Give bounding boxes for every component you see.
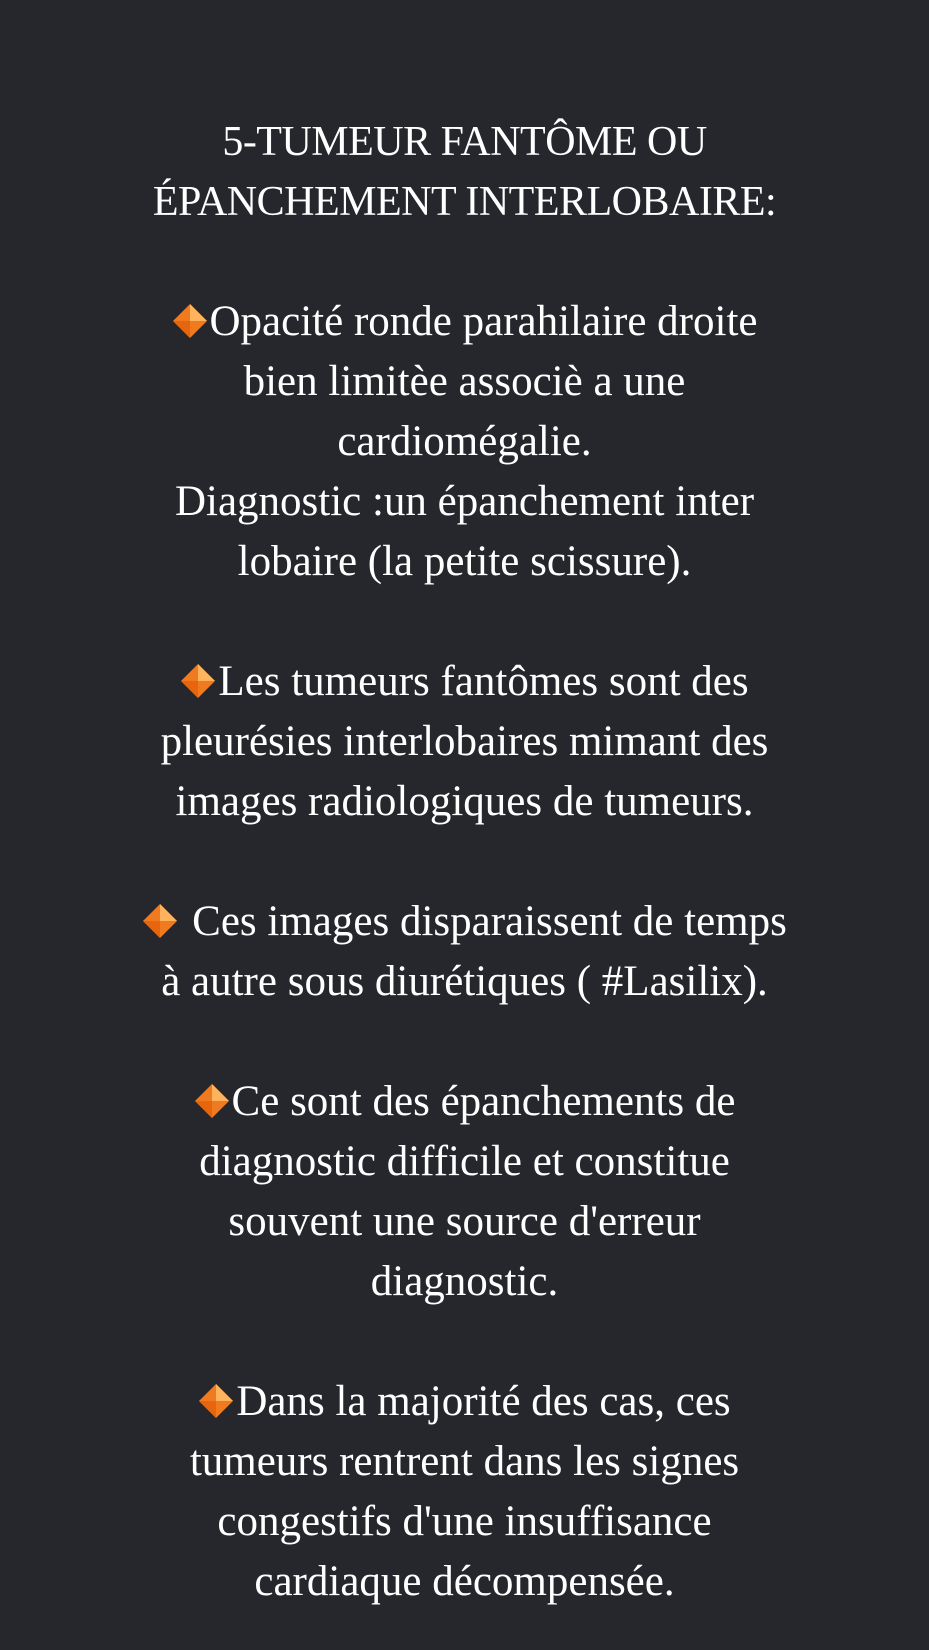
title-line-1: 5-TUMEUR FANTÔME OU bbox=[222, 119, 707, 165]
orange-diamond-icon bbox=[142, 903, 178, 939]
paragraph-4-line-4: diagnostic. bbox=[370, 1258, 559, 1305]
paragraph-5 bbox=[0, 1372, 929, 1612]
paragraph-5-text-1: Dans la majorité des cas, ces bbox=[236, 1378, 731, 1425]
paragraph-2-line-1 bbox=[0, 652, 929, 712]
paragraph-2 bbox=[0, 652, 929, 832]
paragraph-4-line-2: diagnostic difficile et constitue bbox=[199, 1138, 730, 1185]
paragraph-2-line-3: images radiologiques de tumeurs. bbox=[175, 778, 754, 825]
paragraph-5-line-1 bbox=[0, 1372, 929, 1432]
title-line-2: ÉPANCHEMENT INTERLOBAIRE: bbox=[152, 179, 777, 225]
paragraph-1-line-4: Diagnostic :un épanchement inter bbox=[174, 478, 755, 525]
paragraph-5-line-2: tumeurs rentrent dans les signes bbox=[189, 1438, 740, 1485]
paragraph-5-line-3: congestifs d'une insuffisance bbox=[217, 1498, 712, 1545]
page-title bbox=[0, 112, 929, 232]
orange-diamond-icon bbox=[198, 1383, 234, 1419]
paragraph-3-line-2: à autre sous diurétiques ( #Lasilix). bbox=[161, 958, 768, 1005]
paragraph-4-text-1: Ce sont des épanchements de bbox=[231, 1078, 736, 1125]
paragraph-2-text-1: Les tumeurs fantômes sont des bbox=[218, 658, 749, 705]
paragraph-1-line-1 bbox=[0, 292, 929, 352]
paragraph-2-line-2: pleurésies interlobaires mimant des bbox=[160, 718, 769, 765]
paragraph-1-line-5: lobaire (la petite scissure). bbox=[237, 538, 692, 585]
paragraph-5-line-4: cardiaque décompensée. bbox=[254, 1558, 675, 1605]
paragraph-1-text-1: Opacité ronde parahilaire droite bbox=[209, 298, 758, 345]
paragraph-1 bbox=[0, 292, 929, 592]
paragraph-1-line-2: bien limitèe associè a une bbox=[243, 358, 686, 405]
orange-diamond-icon bbox=[172, 303, 208, 339]
paragraph-3 bbox=[0, 892, 929, 1012]
paragraph-4-line-1 bbox=[0, 1072, 929, 1132]
paragraph-3-text-1: Ces images disparaissent de temps bbox=[192, 898, 787, 945]
paragraph-3-line-1 bbox=[0, 892, 929, 952]
paragraph-4-line-3: souvent une source d'erreur bbox=[228, 1198, 701, 1245]
paragraph-1-line-3: cardiomégalie. bbox=[337, 418, 592, 465]
orange-diamond-icon bbox=[180, 663, 216, 699]
paragraph-4 bbox=[0, 1072, 929, 1312]
orange-diamond-icon bbox=[194, 1083, 230, 1119]
